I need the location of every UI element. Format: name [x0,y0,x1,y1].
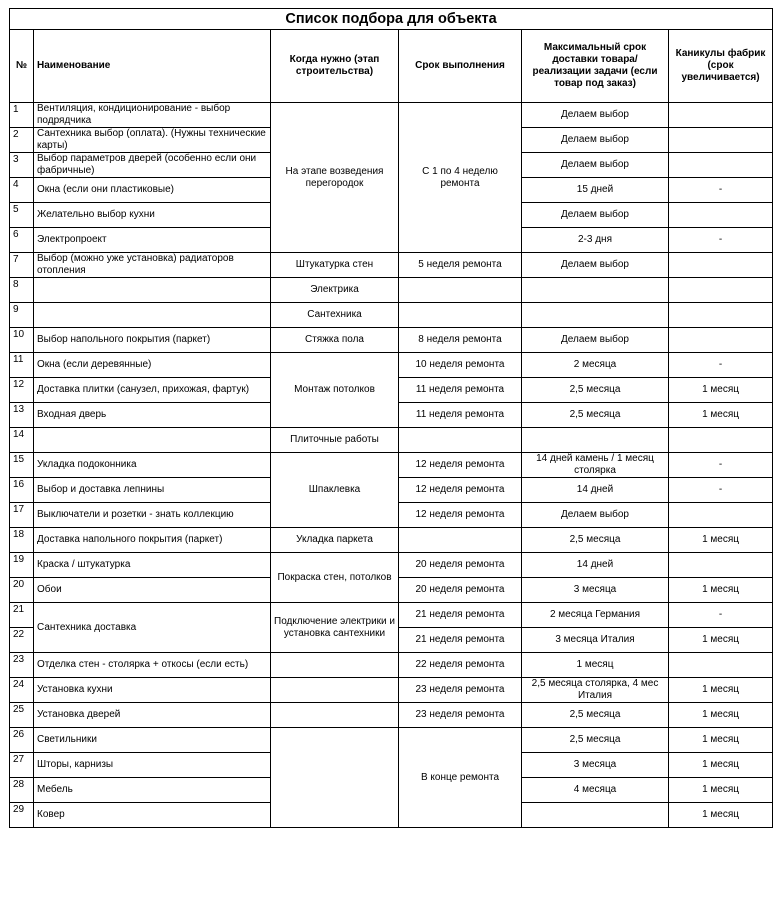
row-term: 23 неделя ремонта [399,703,522,728]
row-term [399,528,522,553]
row-term: 23 неделя ремонта [399,678,522,703]
row-stage: Подключение электрики и установка сантехники [271,603,399,653]
selection-table [9,8,773,828]
row-holidays: 1 месяц [669,628,773,653]
row-delivery [522,303,669,328]
row-delivery: Делаем выбор [522,103,669,128]
row-number: 29 [10,803,34,828]
row-number: 18 [10,528,34,553]
row-name: Отделка стен - столярка + откосы (если есть) [34,653,271,678]
row-delivery: 1 месяц [522,653,669,678]
row-holidays [669,553,773,578]
row-term: 8 неделя ремонта [399,328,522,353]
row-delivery: Делаем выбор [522,153,669,178]
row-number: 9 [10,303,34,328]
row-term: 5 неделя ремонта [399,253,522,278]
row-name: Вентиляция, кондиционирование - выбор подрядчика [34,103,271,128]
row-holidays: - [669,228,773,253]
row-holidays [669,153,773,178]
row-name: Установка дверей [34,703,271,728]
row-name: Светильники [34,728,271,753]
row-holidays: 1 месяц [669,403,773,428]
row-term [399,428,522,453]
row-holidays: 1 месяц [669,578,773,603]
table-row [10,528,773,553]
row-name: Выбор и доставка лепнины [34,478,271,503]
row-delivery: 14 дней [522,553,669,578]
row-stage: На этапе возведения перегородок [271,103,399,253]
row-holidays: - [669,478,773,503]
row-number: 16 [10,478,34,503]
row-stage: Стяжка пола [271,328,399,353]
row-stage [271,653,399,678]
row-delivery: 2,5 месяца [522,703,669,728]
row-holidays: - [669,603,773,628]
row-number: 20 [10,578,34,603]
row-delivery: 2 месяца [522,353,669,378]
row-stage: Электрика [271,278,399,303]
row-term [399,303,522,328]
row-number: 15 [10,453,34,478]
header-holidays: Каникулы фабрик (срок увеличивается) [669,30,773,103]
table-body [10,103,773,828]
table-row [10,653,773,678]
row-holidays: 1 месяц [669,728,773,753]
row-holidays: 1 месяц [669,753,773,778]
row-stage: Монтаж потолков [271,353,399,428]
table-row [10,278,773,303]
row-holidays [669,328,773,353]
row-delivery [522,278,669,303]
row-number: 13 [10,403,34,428]
row-delivery: 2-3 дня [522,228,669,253]
row-term: 10 неделя ремонта [399,353,522,378]
row-delivery: Делаем выбор [522,503,669,528]
row-name: Выбор (можно уже установка) радиаторов отопления [34,253,271,278]
row-term: С 1 по 4 неделю ремонта [399,103,522,253]
header-stage: Когда нужно (этап строительства) [271,30,399,103]
table-row [10,428,773,453]
row-number: 6 [10,228,34,253]
row-number: 25 [10,703,34,728]
row-holidays [669,303,773,328]
row-name: Шторы, карнизы [34,753,271,778]
row-stage [271,678,399,703]
row-name: Обои [34,578,271,603]
row-holidays [669,203,773,228]
table-row [10,253,773,278]
header-num: № [10,30,34,103]
row-delivery: 4 месяца [522,778,669,803]
table-row [10,553,773,578]
row-term: 11 неделя ремонта [399,378,522,403]
table-row [10,453,773,478]
row-holidays: 1 месяц [669,678,773,703]
row-term: 12 неделя ремонта [399,453,522,478]
table-row [10,678,773,703]
row-number: 21 [10,603,34,628]
row-name: Доставка плитки (санузел, прихожая, фартук) [34,378,271,403]
table-row [10,103,773,128]
row-holidays [669,653,773,678]
row-delivery [522,428,669,453]
row-number: 26 [10,728,34,753]
row-holidays [669,503,773,528]
row-term: 21 неделя ремонта [399,628,522,653]
row-delivery: 14 дней [522,478,669,503]
row-name: Укладка подоконника [34,453,271,478]
row-stage: Шпаклевка [271,453,399,528]
row-holidays: - [669,453,773,478]
row-holidays [669,428,773,453]
row-stage: Покраска стен, потолков [271,553,399,603]
table-row [10,728,773,753]
row-number: 28 [10,778,34,803]
row-stage [271,703,399,728]
row-stage: Штукатурка стен [271,253,399,278]
row-term: 22 неделя ремонта [399,653,522,678]
row-delivery: 2,5 месяца [522,378,669,403]
row-number: 22 [10,628,34,653]
table-row [10,328,773,353]
row-number: 7 [10,253,34,278]
row-holidays: 1 месяц [669,778,773,803]
row-delivery: 3 месяца [522,578,669,603]
table-row [10,603,773,628]
row-number: 3 [10,153,34,178]
table-row [10,303,773,328]
row-number: 11 [10,353,34,378]
row-term: 12 неделя ремонта [399,503,522,528]
row-number: 19 [10,553,34,578]
table-row [10,703,773,728]
row-name: Окна (если деревянные) [34,353,271,378]
row-number: 4 [10,178,34,203]
row-holidays: 1 месяц [669,703,773,728]
row-delivery: 2,5 месяца столярка, 4 мес Италия [522,678,669,703]
row-name: Входная дверь [34,403,271,428]
row-number: 1 [10,103,34,128]
row-name: Сантехника доставка [34,603,271,653]
row-delivery: Делаем выбор [522,253,669,278]
row-term: 21 неделя ремонта [399,603,522,628]
row-name: Электропроект [34,228,271,253]
row-term: В конце ремонта [399,728,522,828]
row-number: 23 [10,653,34,678]
row-number: 2 [10,128,34,153]
row-name: Сантехника выбор (оплата). (Нужны технические карты) [34,128,271,153]
row-number: 12 [10,378,34,403]
row-name [34,303,271,328]
row-name: Доставка напольного покрытия (паркет) [34,528,271,553]
row-name: Выбор параметров дверей (особенно если они фабричные) [34,153,271,178]
row-delivery: 2,5 месяца [522,528,669,553]
row-name [34,428,271,453]
row-name: Мебель [34,778,271,803]
row-number: 8 [10,278,34,303]
row-holidays: 1 месяц [669,378,773,403]
row-delivery: Делаем выбор [522,203,669,228]
row-delivery: 15 дней [522,178,669,203]
table-row [10,353,773,378]
row-stage [271,728,399,828]
row-term: 20 неделя ремонта [399,553,522,578]
row-holidays: 1 месяц [669,803,773,828]
row-holidays [669,103,773,128]
row-delivery: 3 месяца Италия [522,628,669,653]
row-term: 12 неделя ремонта [399,478,522,503]
row-delivery: 2 месяца Германия [522,603,669,628]
row-stage: Укладка паркета [271,528,399,553]
row-delivery [522,803,669,828]
row-delivery: 14 дней камень / 1 месяц столярка [522,453,669,478]
row-stage: Сантехника [271,303,399,328]
row-holidays: - [669,178,773,203]
row-number: 24 [10,678,34,703]
row-number: 27 [10,753,34,778]
row-number: 17 [10,503,34,528]
row-name: Желательно выбор кухни [34,203,271,228]
row-number: 10 [10,328,34,353]
row-name: Установка кухни [34,678,271,703]
row-holidays: 1 месяц [669,528,773,553]
row-delivery: 2,5 месяца [522,403,669,428]
header-delivery: Максимальный срок доставки товара/реализации задачи (если товар под заказ) [522,30,669,103]
row-name [34,278,271,303]
row-name: Выбор напольного покрытия (паркет) [34,328,271,353]
row-number: 5 [10,203,34,228]
row-term: 11 неделя ремонта [399,403,522,428]
row-delivery: Делаем выбор [522,328,669,353]
row-holidays [669,253,773,278]
row-number: 14 [10,428,34,453]
row-delivery: Делаем выбор [522,128,669,153]
row-term [399,278,522,303]
row-name: Окна (если они пластиковые) [34,178,271,203]
table-title: Список подбора для объекта [10,9,773,30]
header-term: Срок выполнения [399,30,522,103]
row-stage: Плиточные работы [271,428,399,453]
row-term: 20 неделя ремонта [399,578,522,603]
row-holidays: - [669,353,773,378]
row-holidays [669,278,773,303]
row-delivery: 2,5 месяца [522,728,669,753]
row-delivery: 3 месяца [522,753,669,778]
row-holidays [669,128,773,153]
header-name: Наименование [34,30,271,103]
row-name: Ковер [34,803,271,828]
row-name: Краска / штукатурка [34,553,271,578]
row-name: Выключатели и розетки - знать коллекцию [34,503,271,528]
